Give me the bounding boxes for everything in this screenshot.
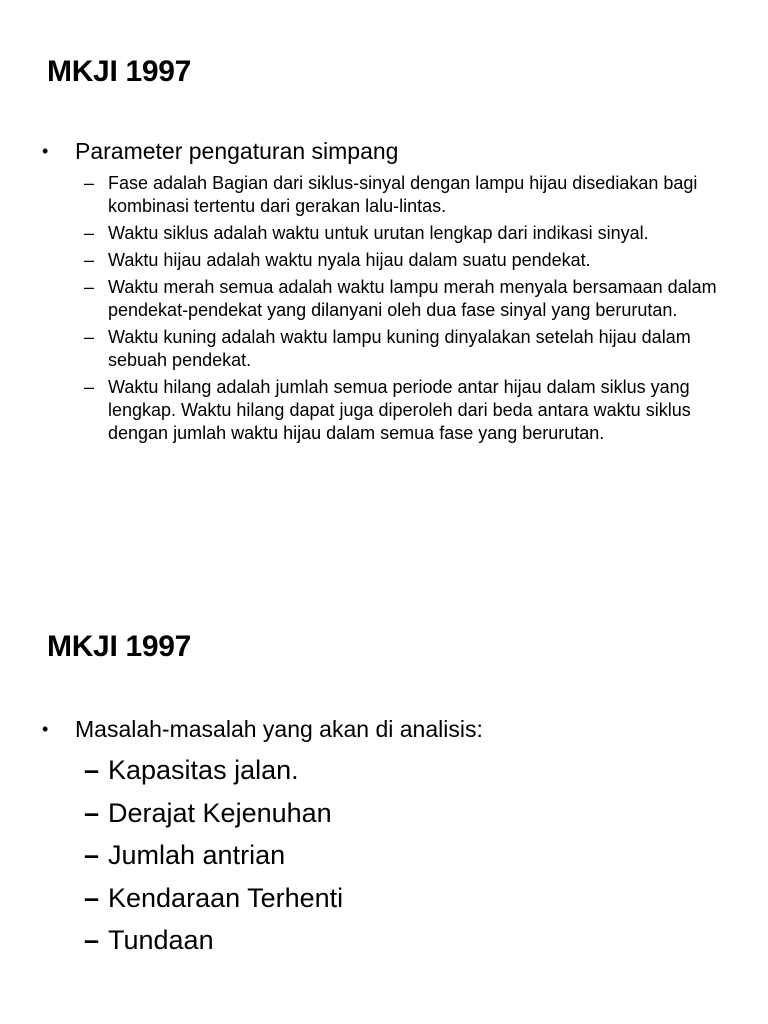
sub-list-item — [0, 376, 728, 445]
sub-list-item — [0, 839, 768, 871]
slide-2 — [0, 572, 768, 1024]
sub-list-item — [0, 797, 768, 829]
sub-list — [0, 754, 768, 967]
sub-list-item — [0, 276, 728, 322]
dash-marker: – — [84, 882, 100, 913]
sub-item-text: Waktu merah semua adalah waktu lampu merah menyala bersamaan dalam pendekat-pendekat yang dilanyani oleh dua fase sinyal yang berurutan. — [108, 277, 717, 320]
slide-title: MKJI 1997 — [47, 630, 192, 663]
sub-item-text: Derajat Kejenuhan — [108, 797, 332, 828]
dash-marker: – — [84, 277, 95, 297]
dash-marker: – — [84, 755, 100, 785]
dash-marker: – — [84, 377, 95, 397]
dash-marker: – — [84, 223, 95, 243]
dash-marker: – — [84, 173, 95, 193]
sub-list — [0, 172, 728, 449]
sub-item-text: Waktu hilang adalah jumlah semua periode antar hijau dalam siklus yang lengkap. Waktu hilang dapat juga diperoleh dari beda antara waktu siklus dengan jumlah waktu hijau dalam semua fase yang berurutan. — [108, 377, 691, 443]
sub-item-text: Waktu siklus adalah waktu untuk urutan lengkap dari indikasi sinyal. — [108, 223, 649, 243]
sub-item-text: Jumlah antrian — [108, 840, 286, 870]
bullet-text: Parameter pengaturan simpang — [75, 138, 399, 164]
sub-list-item — [0, 172, 728, 218]
dash-marker: – — [84, 250, 95, 270]
sub-list-item — [0, 326, 728, 372]
bullet-dot: • — [42, 141, 49, 161]
sub-list-item — [0, 222, 728, 245]
sub-item-text: Fase adalah Bagian dari siklus-sinyal dengan lampu hijau disediakan bagi kombinasi tertentu dari gerakan lalu-lintas. — [108, 173, 698, 216]
dash-marker: – — [84, 840, 100, 870]
sub-list-item — [0, 249, 728, 272]
bullet-item — [42, 138, 738, 165]
sub-item-text: Waktu kuning adalah waktu lampu kuning dinyalakan setelah hijau dalam sebuah pendekat. — [108, 327, 691, 370]
sub-item-text: Tundaan — [108, 925, 214, 955]
sub-list-item — [0, 754, 768, 786]
sub-item-text: Waktu hijau adalah waktu nyala hijau dalam suatu pendekat. — [108, 250, 591, 270]
sub-item-text: Kendaraan Terhenti — [108, 882, 344, 913]
bullet-dot: • — [42, 719, 49, 739]
dash-marker: – — [84, 797, 100, 828]
bullet-item — [42, 716, 738, 743]
sub-list-item — [0, 882, 768, 914]
bullet-text: Masalah-masalah yang akan di analisis: — [75, 716, 483, 742]
dash-marker: – — [84, 327, 95, 347]
dash-marker: – — [84, 925, 100, 955]
slide-title: MKJI 1997 — [47, 55, 192, 88]
sub-item-text: Kapasitas jalan. — [108, 755, 299, 785]
sub-list-item — [0, 924, 768, 956]
